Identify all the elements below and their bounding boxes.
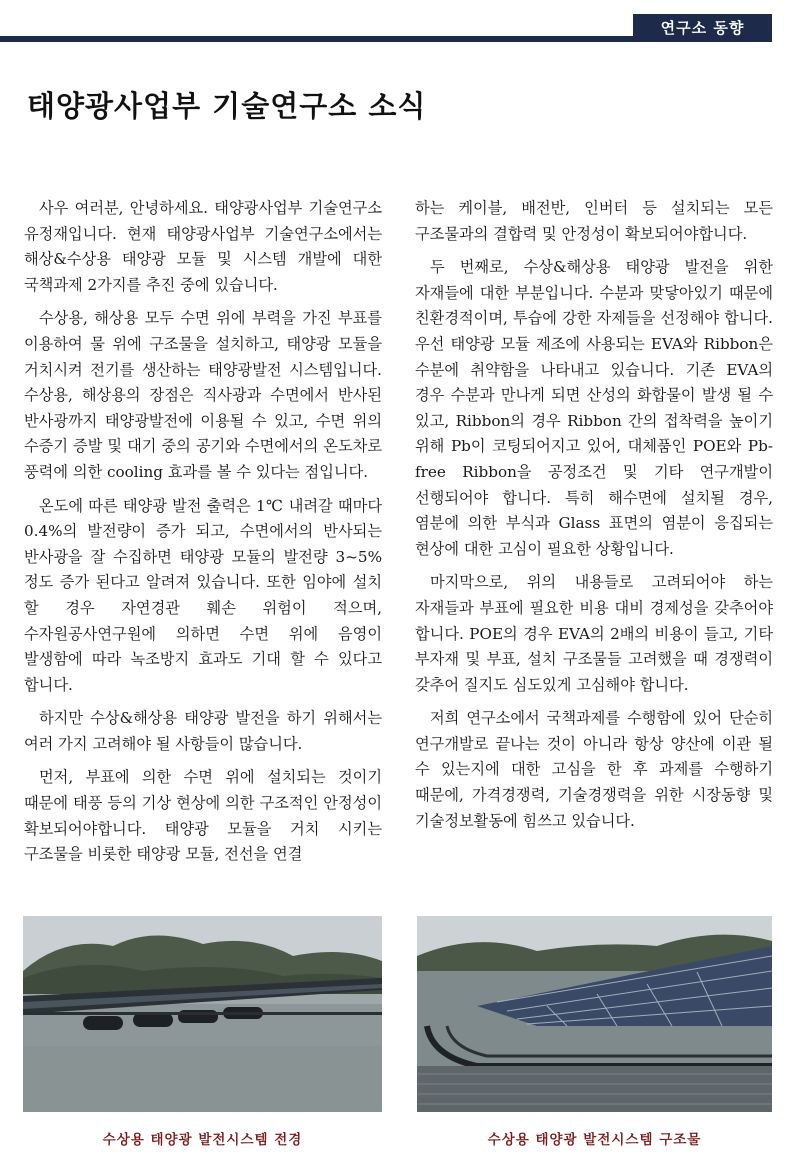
paragraph: 저희 연구소에서 국책과제를 수행함에 있어 단순히 연구개발로 끝나는 것이 아니라 항상 양산에 이관 될 수 있는지에 대한 고심을 한 후 과제를 수행하기 때문에, 가격경쟁력, 기술경쟁력을 위한 시장동향 및 기술정보활동에 힘쓰고 있습니다. [415, 709, 773, 830]
left-column [24, 196, 382, 876]
paragraph-continuation: 하는 케이블, 배전반, 인버터 등 설치되는 모든 구조물과의 결합력 및 안정성이 확보되어야합니다. [415, 199, 773, 243]
figure-caption: 수상용 태양광 발전시스템 전경 [102, 1132, 303, 1148]
floating-solar-structure-photo [417, 916, 772, 1112]
right-column [415, 196, 773, 842]
paragraph: 마지막으로, 위의 내용들로 고려되어야 하는 자재들과 부표에 필요한 비용 대비 경제성을 갖추어야 합니다. POE의 경우 EVA의 2배의 비용이 들고, 기타 부자재 및 부표, 설치 구조물들 고려했을 때 경쟁력이 갖추어 질지도 심도있게 고심해야 합니다. [415, 573, 773, 694]
paragraph: 사우 여러분, 안녕하세요. 태양광사업부 기술연구소 유정재입니다. 현재 태양광사업부 기술연구소에서는 해상&수상용 태양광 모듈 및 시스템 개발에 대한 국책과제 2가지를 추진 중에 있습니다. [24, 199, 382, 294]
section-tag: 연구소 동향 [633, 14, 772, 41]
paragraph: 두 번째로, 수상&해상용 태양광 발전을 위한 자재들에 대한 부분입니다. 수분과 맞닿아있기 때문에 친환경적이며, 투습에 강한 자제들을 선정해야 합니다. 우선 태양광 모듈 제조에 사용되는 EVA와 Ribbon은 수분에 취약함을 나타내고 있습니다. 기존 EVA의 경우 수분과 만나게 되면 산성의 화합물이 발생 될 수 있고, Ribbon의 경우 Ribbon 간의 접착력을 높이기 위해 Pb이 코팅되어지고 있어, 대체품인 POE와 Pb-free Ribbon을 공정조건 및 기타 연구개발이 선행되어야 합니다. 특히 해수면에 설치될 경우, 염분에 의한 부식과 Glass 표면의 염분이 응집되는 현상에 대한 고심이 필요한 상황입니다. [415, 258, 773, 558]
paragraph: 수상용, 해상용 모두 수면 위에 부력을 가진 부표를 이용하여 물 위에 구조물을 설치하고, 태양광 모듈을 거치시켜 전기를 생산하는 태양광발전 시스템입니다. 수상용, 해상용의 장점은 직사광과 수면에서 반사된 반사광까지 태양광발전에 이용될 수 있고, 수면 위의 수증기 증발 및 대기 중의 공기와 수면에서의 온도차로 풍력에 의한 cooling 효과를 볼 수 있다는 점입니다. [24, 309, 382, 481]
paragraph: 하지만 수상&해상용 태양광 발전을 하기 위해서는 여러 가지 고려해야 될 사항들이 많습니다. [24, 709, 382, 753]
floating-solar-overview-photo [23, 916, 382, 1112]
paragraph: 먼저, 부표에 의한 수면 위에 설치되는 것이기 때문에 태풍 등의 기상 현상에 의한 구조적인 안정성이 확보되어야합니다. 태양광 모듈을 거치 시키는 구조물을 비롯한 태양광 모듈, 전선을 연결 [24, 768, 382, 864]
figure-caption: 수상용 태양광 발전시스템 구조물 [487, 1132, 702, 1148]
paragraph: 온도에 따른 태양광 발전 출력은 1℃ 내려갈 때마다 0.4%의 발전량이 증가 되고, 수면에서의 반사되는 반사광을 잘 수집하면 태양광 모듈의 발전량 3~5% 정도 증가 된다고 알려져 있습니다. 또한 임야에 설치 할 경우 자연경관 훼손 위험이 적으며, 수자원공사연구원에 의하면 수면 위에 음영이 발생함에 따라 녹조방지 효과도 기대 할 수 있다고 합니다. [24, 496, 382, 694]
article-title: 태양광사업부 기술연구소 소식 [27, 89, 427, 123]
